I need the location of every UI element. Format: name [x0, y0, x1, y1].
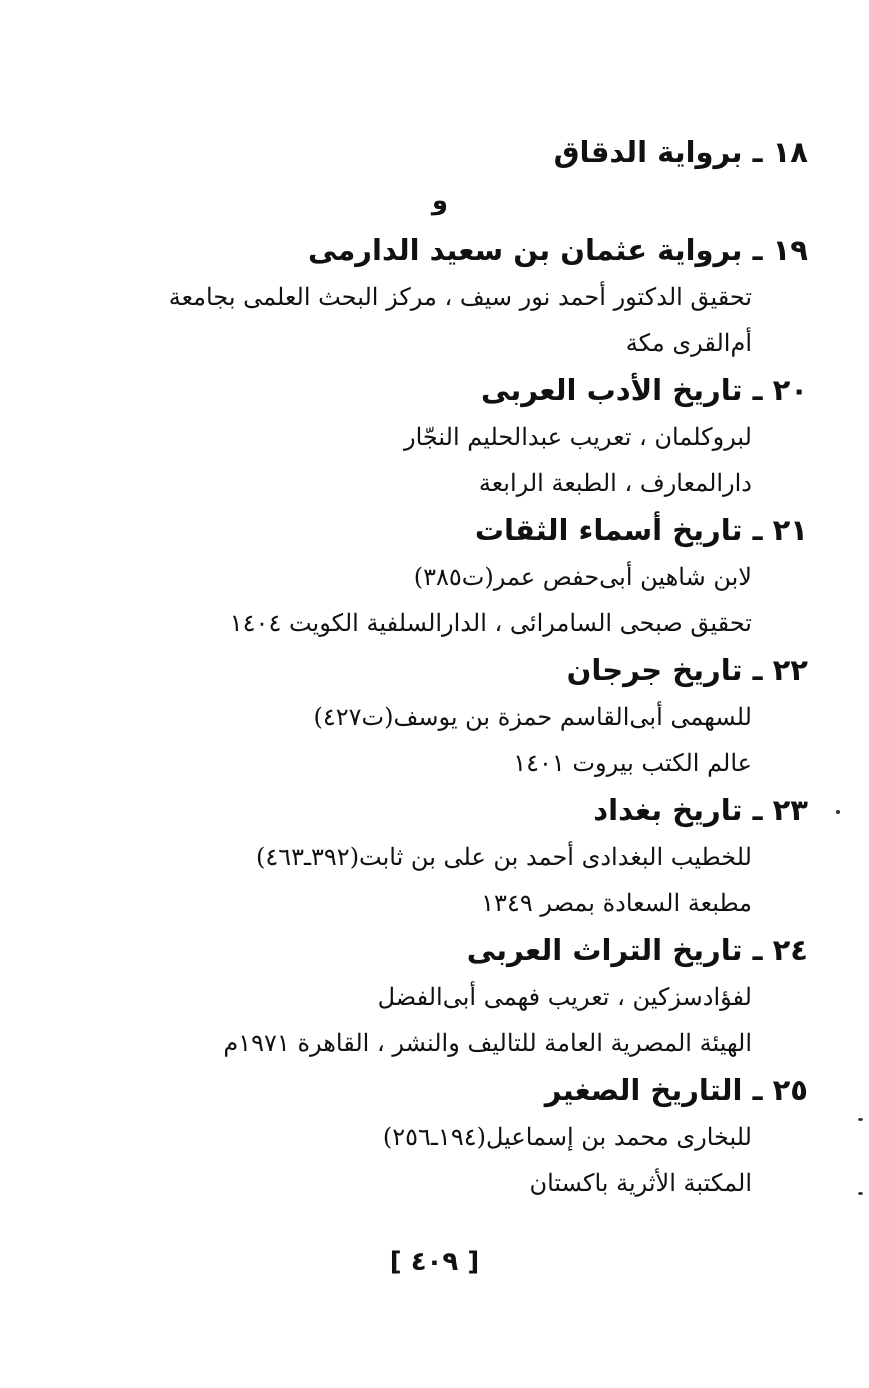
entry-line: للبخارى محمد بن إسماعيل(١٩٤ـ٢٥٦): [382, 1123, 752, 1151]
scan-speck: [858, 1118, 863, 1121]
entry-line: للسهمى أبى‌القاسم حمزة بن يوسف(ت٤٢٧): [313, 703, 752, 731]
entry-line: مطبعة السعادة بمصر ١٣٤٩: [481, 889, 752, 917]
entry-line: لابن شاهين أبى‌حفص عمر(ت٣٨٥): [413, 563, 752, 591]
bibliography-entry: [118, 128, 808, 176]
entry-title: ١٩ ـ برواية عثمان بن سعيد الدارمى: [308, 233, 808, 267]
bibliography-entry: [118, 366, 808, 506]
entry-line: تحقيق الدكتور أحمد نور سيف ، مركز البحث العلمى بجامعة: [168, 283, 752, 311]
page-number: [ ٤٠٩ ]: [389, 1247, 480, 1277]
entry-line: لبروكلمان ، تعريب عبدالحليم النجّار: [404, 423, 752, 451]
connector-word: و: [431, 186, 448, 216]
entry-title: ٢١ ـ تاريخ أسماء الثقات: [474, 513, 808, 547]
entry-title: ٢٢ ـ تاريخ جرجان: [566, 653, 808, 687]
entry-title: ٢٠ ـ تاريخ الأدب العربى: [481, 373, 808, 407]
entry-title: ٢٣ ـ تاريخ بغداد: [593, 793, 808, 827]
entry-line: الهيئة المصرية العامة للتاليف والنشر ، القاهرة ١٩٧١م: [223, 1029, 752, 1057]
bibliography-entry: [118, 926, 808, 1066]
entry-line: تحقيق صبحى السامرائى ، الدارالسلفية الكويت ١٤٠٤: [229, 609, 752, 637]
bibliography-entry: [118, 1066, 808, 1206]
scan-speck: [836, 810, 840, 814]
bibliography-entry: [118, 646, 808, 786]
bibliography-entry: [118, 786, 808, 926]
entry-title: ٢٥ ـ التاريخ الصغير: [544, 1073, 808, 1107]
entry-line: المكتبة الأثرية باكستان: [529, 1169, 752, 1197]
entry-title: ٢٤ ـ تاريخ التراث العربى: [466, 933, 808, 967]
entry-line: لفؤادسزكين ، تعريب فهمى أبى‌الفضل: [377, 983, 752, 1011]
scan-speck: [858, 1192, 863, 1195]
entry-line: عالم الكتب بيروت ١٤٠١: [513, 749, 752, 777]
entry-line: للخطيب البغدادى أحمد بن على بن ثابت(٣٩٢ـ٤٦٣): [255, 843, 752, 871]
entry-title: ١٨ ـ برواية الدقاق: [553, 135, 808, 169]
entry-line: أم‌القرى مكة: [625, 329, 752, 357]
bibliography-list: [118, 128, 808, 1206]
bibliography-entry: [118, 226, 808, 366]
bibliography-entry: [118, 506, 808, 646]
entry-line: دارالمعارف ، الطبعة الرابعة: [478, 469, 752, 497]
